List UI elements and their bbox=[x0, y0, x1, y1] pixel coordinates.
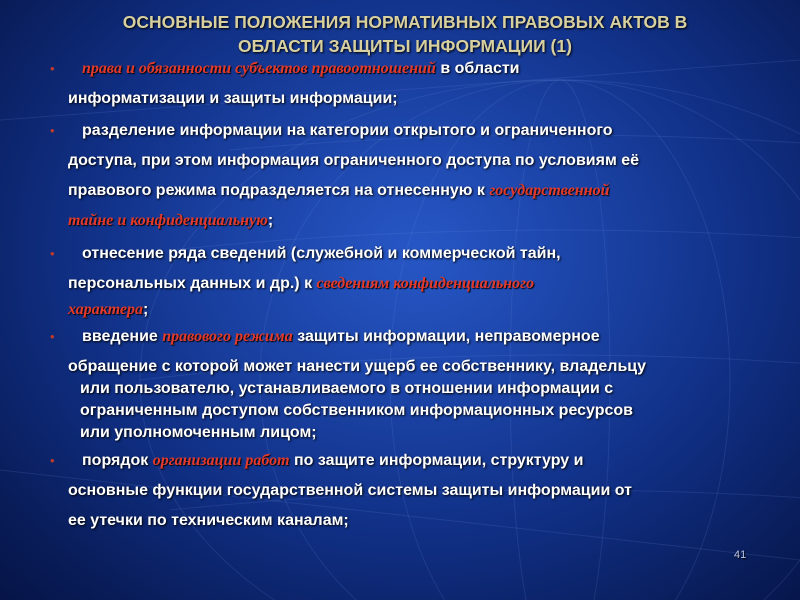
bullet-line bbox=[68, 54, 765, 84]
bullet-line bbox=[68, 206, 765, 236]
title-line-1: ОСНОВНЫЕ ПОЛОЖЕНИЯ НОРМАТИВНЫХ ПРАВОВЫХ АКТОВ В bbox=[122, 12, 688, 32]
bullet-marker: • bbox=[50, 61, 55, 76]
highlight-text: правового режима bbox=[162, 328, 293, 345]
bullet-line: доступа, при этом информация ограниченного доступа по условиям её bbox=[68, 152, 640, 169]
bullet-text: в области bbox=[435, 60, 520, 77]
bullet-text: ; bbox=[143, 301, 149, 318]
bullet-line: информатизации и защиты информации; bbox=[68, 90, 398, 107]
bullet-text: порядок bbox=[82, 452, 153, 469]
bullet-line: основные функции государственной системы защиты информации от bbox=[68, 482, 632, 499]
bullet-line bbox=[68, 299, 765, 321]
bullet-marker: • bbox=[50, 329, 55, 344]
bullet-text: по защите информации, структуру и bbox=[289, 452, 584, 469]
bullet-marker: • bbox=[50, 246, 55, 261]
bullet-item-procedure bbox=[45, 446, 765, 536]
bullet-marker: • bbox=[50, 453, 55, 468]
bullet-text: защиты информации, неправомерное bbox=[292, 328, 600, 345]
bullet-line bbox=[68, 446, 765, 476]
bullet-item-legal-regime bbox=[45, 322, 765, 444]
bullet-text: правового режима подразделяется на отнесенную к bbox=[68, 182, 490, 199]
bullet-line bbox=[68, 322, 765, 352]
bullet-list bbox=[45, 54, 765, 536]
bullet-line bbox=[68, 176, 765, 206]
highlight-text: государственной bbox=[489, 182, 610, 199]
bullet-text: ; bbox=[267, 212, 274, 229]
bullet-line: разделение информации на категории открытого и ограниченного bbox=[82, 122, 613, 139]
slide-title bbox=[60, 10, 750, 58]
bullet-text: персональных данных и др.) к bbox=[68, 275, 317, 292]
bullet-text: введение bbox=[82, 328, 163, 345]
page-number: 41 bbox=[734, 549, 747, 561]
highlight-text: характера bbox=[68, 301, 144, 318]
bullet-line: ее утечки по техническим каналам; bbox=[68, 512, 349, 529]
bullet-line: или уполномоченным лицом; bbox=[80, 424, 317, 441]
highlight-text: сведениям конфиденциального bbox=[316, 275, 535, 292]
bullet-line: или пользователю, устанавливаемого в отношении информации с bbox=[80, 380, 614, 397]
bullet-item-categories bbox=[45, 116, 765, 236]
bullet-item-rights bbox=[45, 54, 765, 114]
highlight-text: организации работ bbox=[152, 452, 290, 469]
title-line-2: ОБЛАСТИ ЗАЩИТЫ ИНФОРМАЦИИ (1) bbox=[238, 36, 572, 56]
bullet-line: отнесение ряда сведений (служебной и коммерческой тайн, bbox=[82, 245, 561, 262]
bullet-line bbox=[68, 269, 765, 299]
bullet-marker: • bbox=[50, 123, 55, 138]
highlight-text: тайне и конфиденциальную bbox=[68, 212, 268, 229]
bullet-line: ограниченным доступом собственником информационных ресурсов bbox=[80, 402, 633, 419]
bullet-item-confidential bbox=[45, 239, 765, 321]
highlight-text: права и обязанности субъектов правоотношений bbox=[82, 60, 436, 77]
bullet-line: обращение с которой может нанести ущерб ее собственнику, владельцу bbox=[68, 358, 647, 375]
